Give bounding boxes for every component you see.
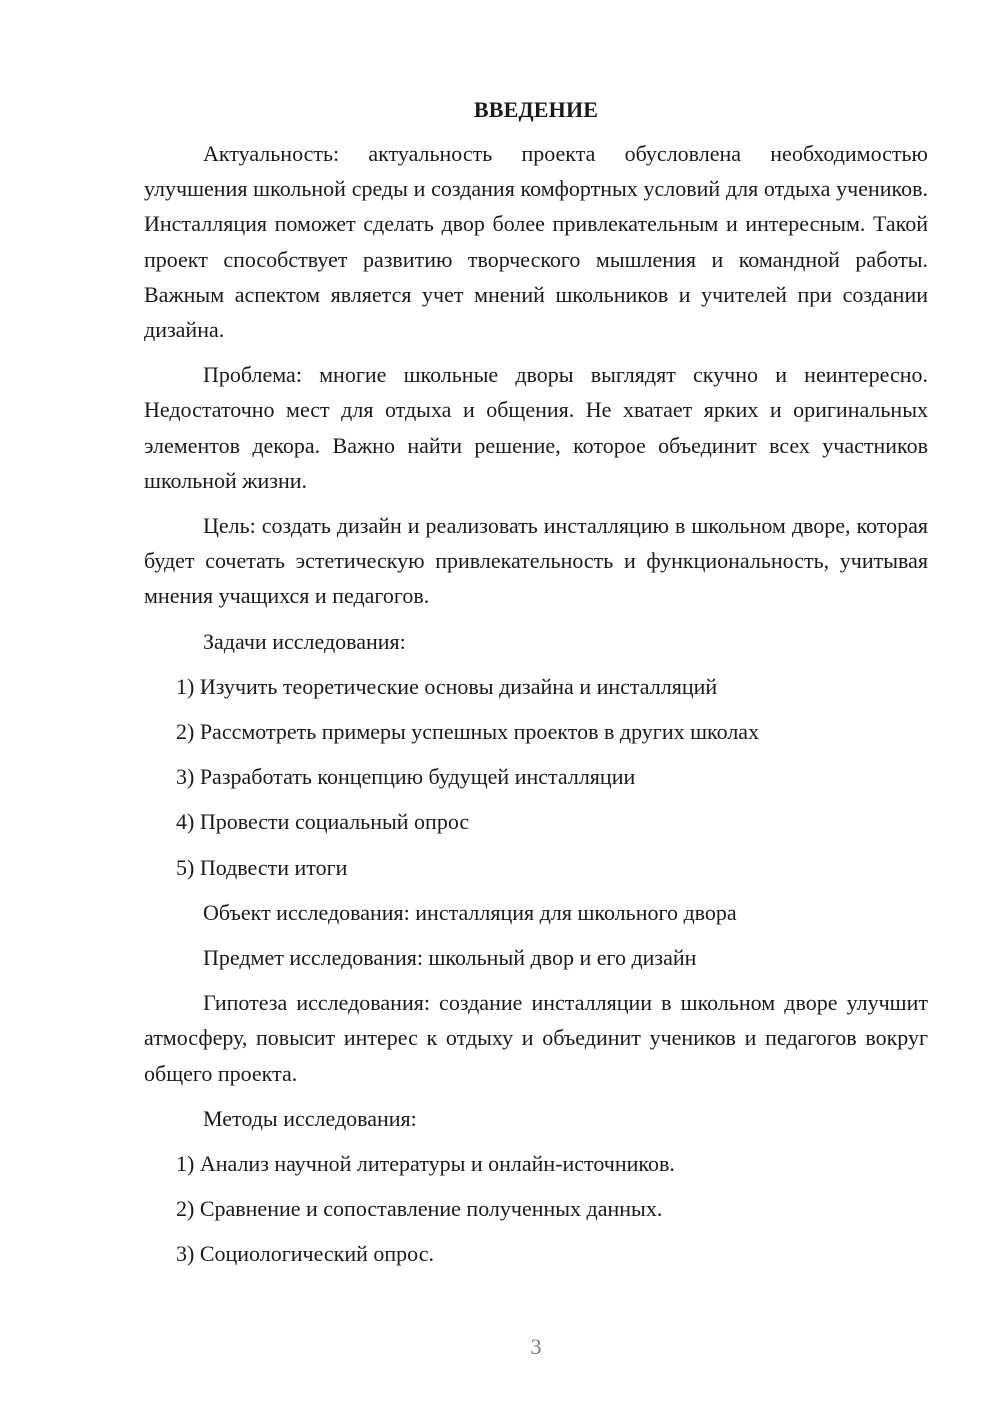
hypothesis-paragraph: Гипотеза исследования: создание инсталляции в школьном дворе улучшит атмосферу, повысит интерес к отдыху и объединит учеников и педагогов вокруг общего проекта.	[144, 990, 928, 1086]
method-item-3: 3) Социологический опрос.	[176, 1241, 434, 1267]
task-item-5: 5) Подвести итоги	[176, 854, 348, 880]
task-item-2: 2) Рассмотреть примеры успешных проектов в других школах	[176, 719, 760, 745]
method-item-2: 2) Сравнение и сопоставление полученных данных.	[176, 1196, 663, 1222]
task-item-1: 1) Изучить теоретические основы дизайна и инсталляций	[176, 673, 718, 699]
page-title: ВВЕДЕНИЕ	[473, 97, 599, 122]
research-subject: Предмет исследования: школьный двор и его дизайн	[203, 945, 697, 971]
problem-paragraph: Проблема: многие школьные дворы выглядят скучно и неинтересно. Недостаточно мест для отдыха и общения. Не хватает ярких и оригинальных элементов декора. Важно найти решение, которое объединит всех участников школьной жизни.	[144, 362, 928, 493]
relevance-paragraph: Актуальность: актуальность проекта обусловлена необходимостью улучшения школьной среды и создания комфортных условий для отдыха учеников. Инсталляция поможет сделать двор более привлекательным и интересным. Такой проект способствует развитию творческого мышления и командной работы. Важным аспектом является учет мнений школьников и учителей при создании дизайна.	[144, 141, 928, 343]
goal-paragraph: Цель: создать дизайн и реализовать инсталляцию в школьном дворе, которая будет сочетать эстетическую привлекательность и функциональность, учитывая мнения учащихся и педагогов.	[144, 513, 928, 609]
page-number: 3	[530, 1334, 542, 1359]
tasks-label: Задачи исследования:	[203, 628, 406, 654]
method-item-1: 1) Анализ научной литературы и онлайн-источников.	[176, 1151, 675, 1177]
methods-label: Методы исследования:	[203, 1105, 417, 1131]
task-item-3: 3) Разработать концепцию будущей инсталляции	[176, 764, 636, 790]
document-body	[144, 94, 928, 1282]
methods-list	[144, 1146, 928, 1272]
research-object: Объект исследования: инсталляция для школьного двора	[203, 899, 737, 925]
task-item-4: 4) Провести социальный опрос	[176, 809, 470, 835]
tasks-list	[144, 669, 928, 885]
